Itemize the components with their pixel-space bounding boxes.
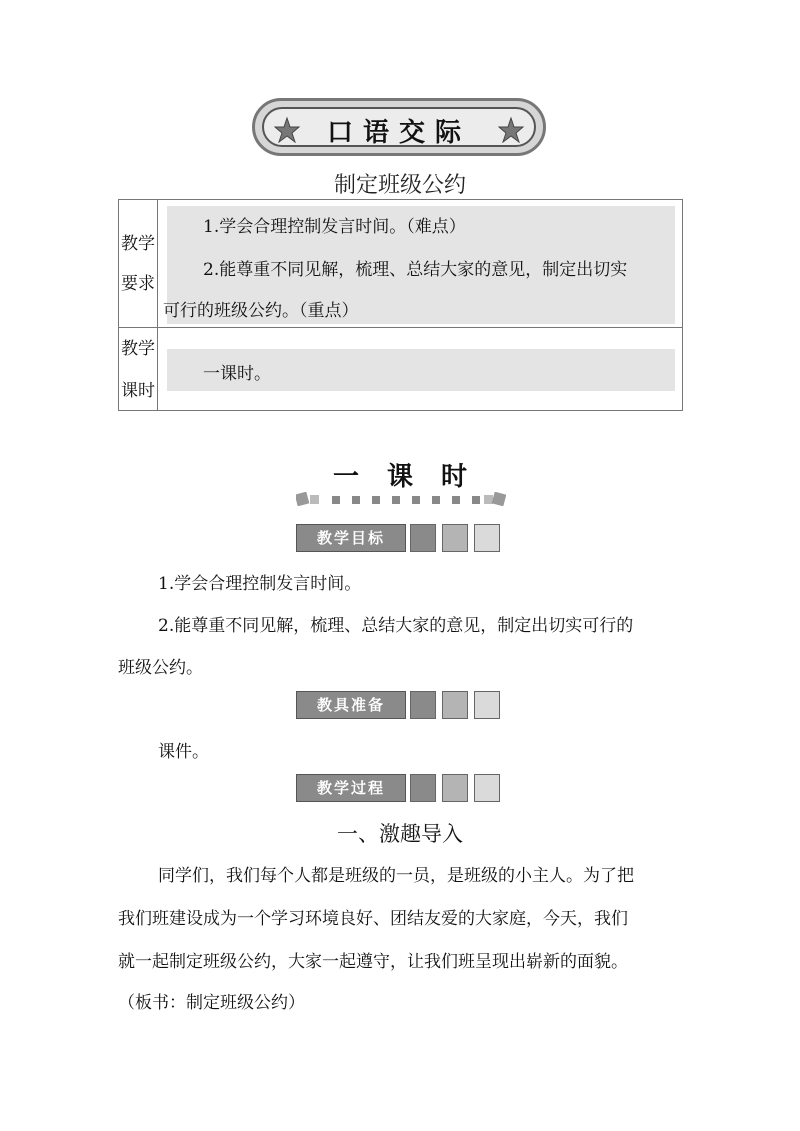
teaching-table: [118, 199, 683, 411]
document-title: 制定班级公约: [333, 173, 466, 198]
row2-label-line2: 课时: [121, 381, 155, 401]
process-line: 就一起制定班级公约，大家一起遵守，让我们班呈现出崭新的面貌。: [118, 952, 628, 972]
tag-square: [474, 524, 500, 552]
tag-label: 教学目标: [296, 524, 406, 552]
row1-label-line2: 要求: [121, 274, 155, 294]
tag-square: [474, 691, 500, 719]
objective-line: 1.学会合理控制发言时间。: [158, 574, 362, 594]
objective-line: 2.能尊重不同见解，梳理、总结大家的意见，制定出切实可行的: [158, 616, 634, 636]
process-line: （板书：制定班级公约）: [118, 993, 305, 1013]
dotted-divider: [296, 492, 506, 506]
process-subheading: 一、激趣导入: [337, 822, 463, 846]
tag-square: [442, 774, 468, 802]
star-icon: [498, 117, 524, 143]
objective-line: 班级公约。: [118, 658, 203, 678]
tag-square: [410, 774, 436, 802]
tag-teaching-materials: [296, 691, 516, 721]
row2-label-line1: 教学: [121, 339, 155, 359]
tag-square: [442, 524, 468, 552]
requirement-line: 1.学会合理控制发言时间。（难点）: [203, 217, 466, 237]
process-line: 同学们，我们每个人都是班级的一员，是班级的小主人。为了把: [158, 866, 634, 886]
process-line: 我们班建设成为一个学习环境良好、团结友爱的大家庭，今天，我们: [118, 909, 628, 929]
tag-square: [410, 691, 436, 719]
tag-label: 教具准备: [296, 691, 406, 719]
banner-inner: [262, 107, 536, 147]
lesson-title: 一课时: [332, 462, 495, 492]
materials-text: 课件。: [158, 742, 209, 762]
requirement-line: 可行的班级公约。（重点）: [163, 301, 359, 321]
banner-title: 口语交际: [326, 118, 471, 148]
tag-square: [474, 774, 500, 802]
class-hours-text: 一课时。: [203, 364, 271, 384]
row1-label-line1: 教学: [121, 234, 155, 254]
tag-square: [442, 691, 468, 719]
section-banner: [252, 98, 546, 156]
tag-teaching-process: [296, 774, 516, 804]
tag-label: 教学过程: [296, 774, 406, 802]
requirement-line: 2.能尊重不同见解，梳理、总结大家的意见，制定出切实: [203, 260, 628, 280]
row-divider: [119, 327, 682, 328]
tag-teaching-objectives: [296, 524, 516, 554]
tag-square: [410, 524, 436, 552]
column-divider: [157, 200, 158, 410]
